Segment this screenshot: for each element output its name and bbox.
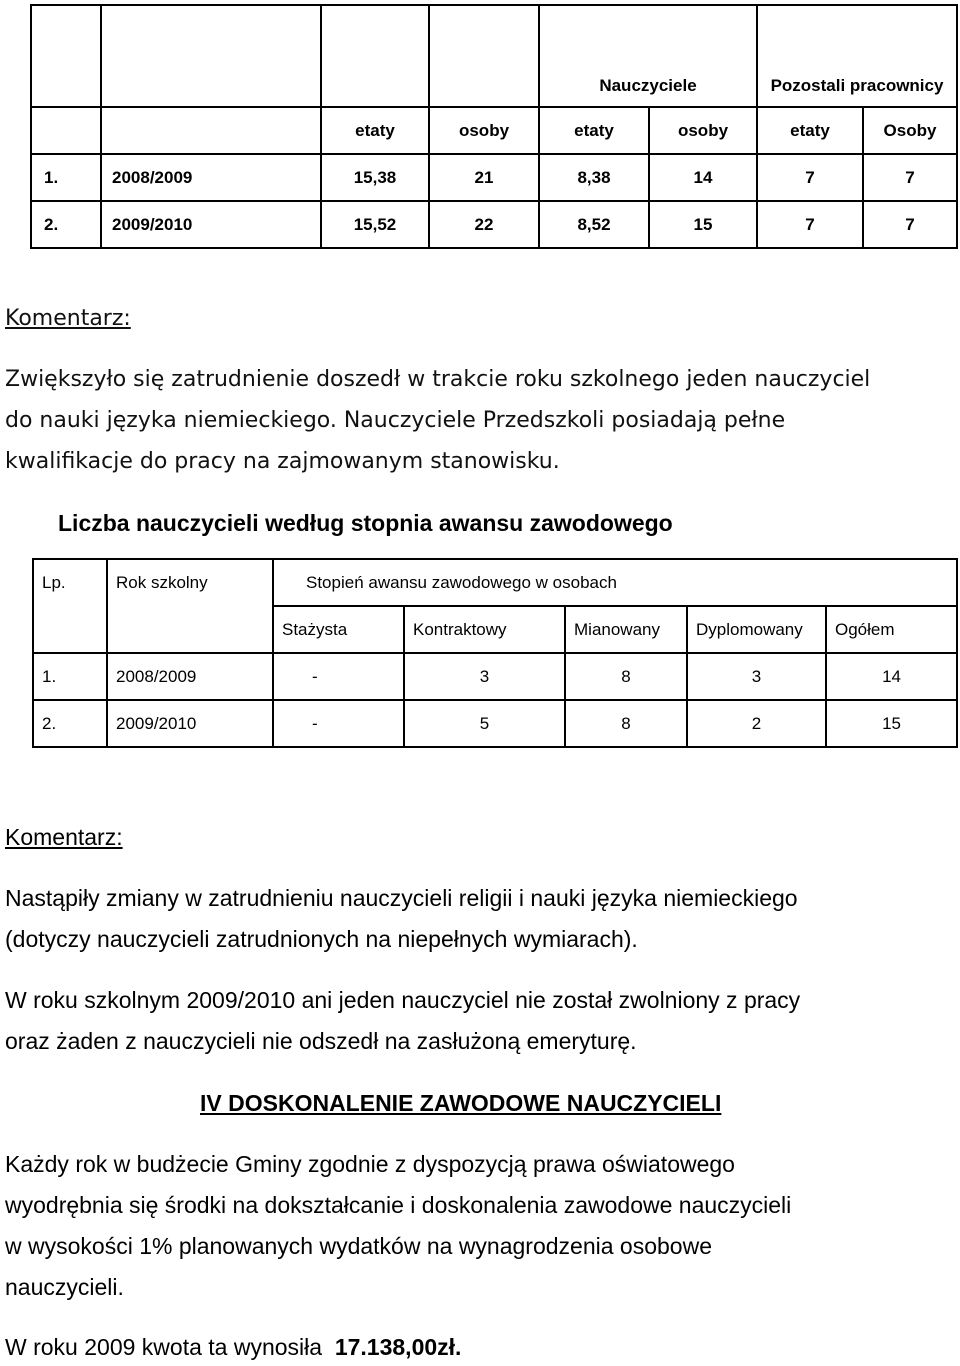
table-row [31, 154, 957, 201]
final-line [5, 1334, 461, 1361]
table-cell: 15,38 [321, 154, 429, 201]
subheader: osoby [429, 107, 539, 154]
subheader: etaty [757, 107, 863, 154]
employment-table [30, 4, 958, 249]
subheader: Ogółem [826, 606, 957, 653]
table-row [33, 653, 957, 700]
table-cell: 7 [863, 154, 957, 201]
row-number: 2. [33, 700, 107, 747]
table-cell: 22 [429, 201, 539, 248]
school-year: 2009/2010 [101, 201, 321, 248]
comment-label: Komentarz: [5, 306, 131, 331]
table-cell: 3 [687, 653, 826, 700]
table-cell: 5 [404, 700, 565, 747]
row-number: 1. [31, 154, 101, 201]
row-number: 1. [33, 653, 107, 700]
subheader: Osoby [863, 107, 957, 154]
table-cell: 8 [565, 700, 687, 747]
promotion-level-table [32, 558, 958, 748]
table-row [31, 201, 957, 248]
section-heading: IV DOSKONALENIE ZAWODOWE NAUCZYCIELI [200, 1090, 722, 1116]
row-number: 2. [31, 201, 101, 248]
table-cell: - [273, 653, 404, 700]
comment-line: kwalifikacje do pracy na zajmowanym stanowisku. [5, 449, 560, 474]
table-cell: 8,52 [539, 201, 649, 248]
school-year: 2008/2009 [107, 653, 273, 700]
table-row [33, 700, 957, 747]
comment-label: Komentarz: [5, 824, 123, 850]
table-cell: 7 [863, 201, 957, 248]
subheader: etaty [539, 107, 649, 154]
table2-subheader-row [33, 606, 957, 653]
table-cell: 3 [404, 653, 565, 700]
comment-line: W roku szkolnym 2009/2010 ani jeden nauczyciel nie został zwolniony z pracy [5, 987, 801, 1013]
table1-group-header-row [31, 5, 957, 107]
table-cell: 2 [687, 700, 826, 747]
table-cell: 7 [757, 201, 863, 248]
table-cell: 14 [826, 653, 957, 700]
amount-value: 17.138,00zł. [334, 1334, 462, 1360]
comment-line: oraz żaden z nauczycieli nie odszedł na zasłużoną emeryturę. [5, 1028, 637, 1054]
table-cell: 15 [649, 201, 757, 248]
paragraph-line: nauczycieli. [5, 1274, 124, 1300]
subheader: Kontraktowy [404, 606, 565, 653]
school-year: 2009/2010 [107, 700, 273, 747]
school-year: 2008/2009 [101, 154, 321, 201]
paragraph-line: w wysokości 1% planowanych wydatków na wynagrodzenia osobowe [5, 1233, 712, 1259]
table-cell: 14 [649, 154, 757, 201]
comment-line: Zwiększyło się zatrudnienie doszedł w trakcie roku szkolnego jeden nauczyciel [5, 367, 871, 392]
header-school-year: Rok szkolny [107, 559, 273, 606]
table-cell: 15 [826, 700, 957, 747]
table-cell: 8,38 [539, 154, 649, 201]
subheader: Stażysta [273, 606, 404, 653]
final-line-text: W roku 2009 kwota ta wynosiła [5, 1334, 335, 1360]
header-promotion-group: Stopień awansu zawodowego w osobach [273, 559, 957, 606]
table-cell: 15,52 [321, 201, 429, 248]
table-cell: - [273, 700, 404, 747]
comment-line: (dotyczy nauczycieli zatrudnionych na niepełnych wymiarach). [5, 926, 638, 952]
subheader: Mianowany [565, 606, 687, 653]
comment-line: Nastąpiły zmiany w zatrudnieniu nauczycieli religii i nauki języka niemieckiego [5, 885, 798, 911]
paragraph-line: wyodrębnia się środki na dokształcanie i doskonalenia zawodowe nauczycieli [5, 1192, 792, 1218]
comment-line: do nauki języka niemieckiego. Nauczyciele Przedszkoli posiadają pełne [5, 408, 786, 433]
table2-header-row [33, 559, 957, 606]
subheader: Dyplomowany [687, 606, 826, 653]
table-cell: 8 [565, 653, 687, 700]
table-cell: 7 [757, 154, 863, 201]
table-cell: 21 [429, 154, 539, 201]
subheader: etaty [321, 107, 429, 154]
group-header-teachers: Nauczyciele [539, 5, 757, 107]
subheader: osoby [649, 107, 757, 154]
paragraph-line: Każdy rok w budżecie Gminy zgodnie z dyspozycją prawa oświatowego [5, 1151, 735, 1177]
group-header-other-staff: Pozostali pracownicy [757, 5, 957, 107]
section-title: Liczba nauczycieli według stopnia awansu zawodowego [58, 510, 673, 536]
header-lp: Lp. [33, 559, 107, 606]
table1-subheader-row [31, 107, 957, 154]
